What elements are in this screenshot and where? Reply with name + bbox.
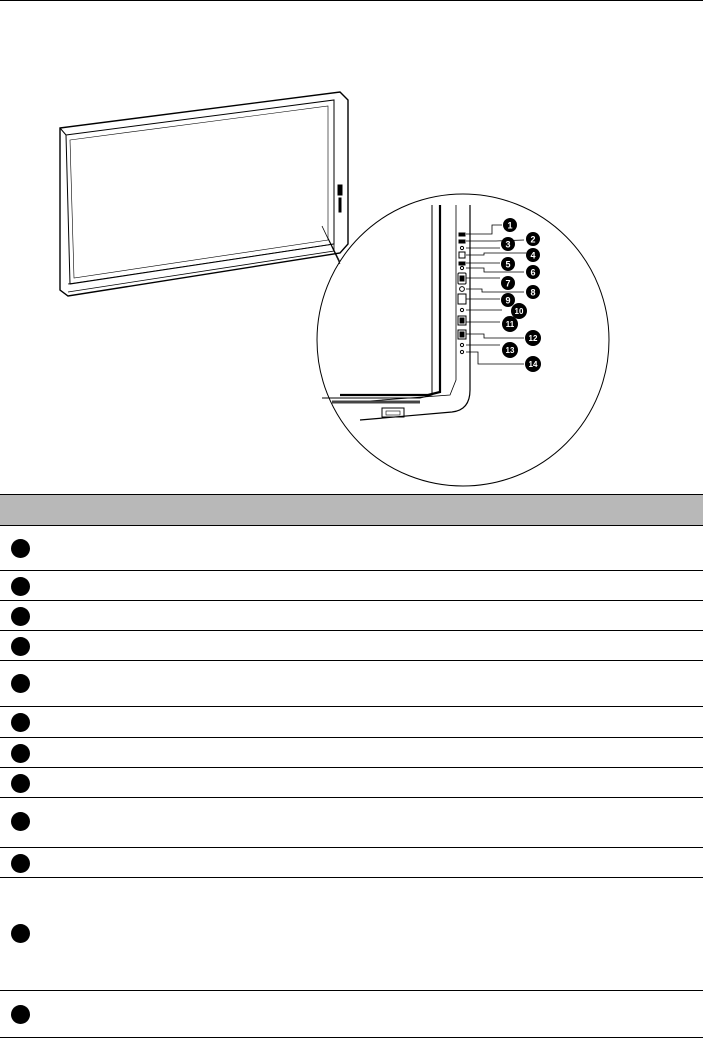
- top-rule: [0, 0, 703, 1]
- svg-text:3: 3: [505, 239, 511, 250]
- display-rear-io-diagram: [0, 60, 703, 490]
- svg-text:4: 4: [530, 250, 536, 261]
- item-number-badge: [11, 637, 30, 656]
- callout-9: [501, 293, 515, 307]
- item-number-badge: [11, 539, 30, 558]
- callout-8: [526, 285, 540, 299]
- table-row: [0, 631, 703, 661]
- svg-text:11: 11: [505, 320, 515, 329]
- svg-text:14: 14: [528, 360, 538, 369]
- svg-text:8: 8: [530, 287, 536, 298]
- table-row: [0, 848, 703, 878]
- callout-11: [502, 316, 518, 332]
- callout-5: [501, 257, 515, 271]
- table-row: [0, 991, 703, 1038]
- callout-10: [511, 303, 527, 319]
- item-number-badge: [11, 924, 30, 943]
- svg-text:12: 12: [528, 334, 538, 343]
- magnifier-circle: [317, 194, 609, 486]
- item-number-badge: [11, 1005, 30, 1024]
- table-row: [0, 601, 703, 631]
- table-header: [0, 494, 703, 526]
- table-row: [0, 571, 703, 601]
- svg-text:6: 6: [530, 267, 536, 278]
- callout-badges: [501, 218, 541, 372]
- item-number-badge: [11, 607, 30, 626]
- callout-13: [502, 342, 518, 358]
- svg-text:13: 13: [505, 346, 515, 355]
- callout-3: [501, 237, 515, 251]
- callout-1: [503, 218, 517, 232]
- svg-text:9: 9: [505, 295, 511, 306]
- enlarged-io-panel: [322, 205, 470, 420]
- callout-7: [501, 276, 515, 290]
- svg-text:1: 1: [507, 220, 513, 231]
- table-row: [0, 526, 703, 571]
- svg-text:5: 5: [505, 259, 511, 270]
- table-row: [0, 707, 703, 738]
- table-row: [0, 878, 703, 991]
- item-number-badge: [11, 854, 30, 873]
- table-row: [0, 768, 703, 798]
- item-number-badge: [11, 577, 30, 596]
- table-row: [0, 798, 703, 848]
- callout-4: [526, 248, 540, 262]
- item-number-badge: [11, 713, 30, 732]
- item-number-badge: [11, 812, 30, 831]
- item-number-badge: [11, 674, 30, 693]
- display-panel: [60, 92, 348, 296]
- leader-lines: [466, 225, 526, 364]
- svg-text:10: 10: [514, 307, 524, 316]
- callout-14: [525, 356, 541, 372]
- svg-text:7: 7: [505, 278, 511, 289]
- item-number-badge: [11, 774, 30, 793]
- svg-text:2: 2: [530, 234, 536, 245]
- callout-2: [526, 232, 540, 246]
- callout-6: [526, 265, 540, 279]
- callout-12: [525, 330, 541, 346]
- item-number-badge: [11, 744, 30, 763]
- table-row: [0, 738, 703, 768]
- table-row: [0, 661, 703, 707]
